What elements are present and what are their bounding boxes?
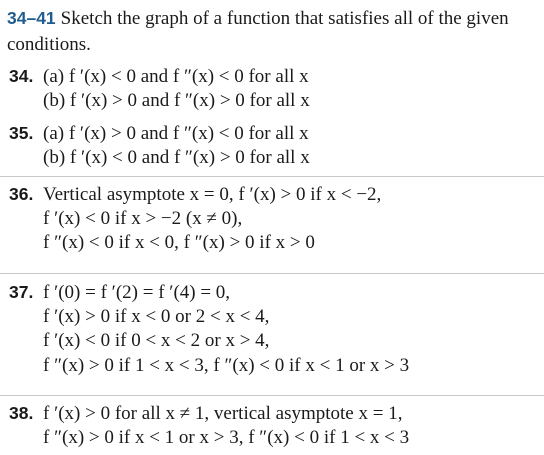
problem-line: (b) f ′(x) < 0 and f ″(x) > 0 for all x xyxy=(43,146,310,168)
problem-36 xyxy=(9,182,381,256)
exercise-instructions: Sketch the graph of a function that satisfies all of the given conditions. xyxy=(7,8,509,55)
problem-number: 36. xyxy=(9,184,34,204)
divider xyxy=(0,395,544,396)
divider xyxy=(0,176,544,177)
exercise-header xyxy=(7,5,537,58)
problem-38 xyxy=(9,401,409,450)
problem-number: 37. xyxy=(9,282,34,302)
problem-number: 38. xyxy=(9,403,34,423)
problem-line: f ″(x) < 0 if x < 0, f ″(x) > 0 if x > 0 xyxy=(43,232,315,253)
problem-line: Vertical asymptote x = 0, f ′(x) > 0 if x < −2, xyxy=(43,184,382,205)
problem-line: (a) f ′(x) < 0 and f ″(x) < 0 for all x xyxy=(43,66,309,87)
problem-34 xyxy=(9,64,310,113)
problem-line: f ′(x) > 0 for all x ≠ 1, vertical asymptote x = 1, xyxy=(43,403,403,424)
problem-number: 35. xyxy=(9,123,34,143)
problem-line: f ″(x) > 0 if x < 1 or x > 3, f ″(x) < 0 if 1 < x < 3 xyxy=(43,426,410,448)
exercise-range: 34–41 xyxy=(7,8,56,28)
problem-number: 34. xyxy=(9,66,34,86)
problem-line: f ′(0) = f ′(2) = f ′(4) = 0, xyxy=(43,282,231,303)
problem-line: (b) f ′(x) > 0 and f ″(x) > 0 for all x xyxy=(43,89,310,111)
problem-line: (a) f ′(x) > 0 and f ″(x) < 0 for all x xyxy=(43,123,309,144)
divider xyxy=(0,273,544,274)
problem-line: f ′(x) < 0 if 0 < x < 2 or x > 4, xyxy=(43,330,270,351)
problem-line: f ′(x) < 0 if x > −2 (x ≠ 0), xyxy=(43,207,243,229)
problem-line: f ″(x) > 0 if 1 < x < 3, f ″(x) < 0 if x < 1 or x > 3 xyxy=(43,354,410,376)
problem-35 xyxy=(9,121,310,170)
problem-line: f ′(x) > 0 if x < 0 or 2 < x < 4, xyxy=(43,305,270,327)
problem-37 xyxy=(9,280,409,378)
